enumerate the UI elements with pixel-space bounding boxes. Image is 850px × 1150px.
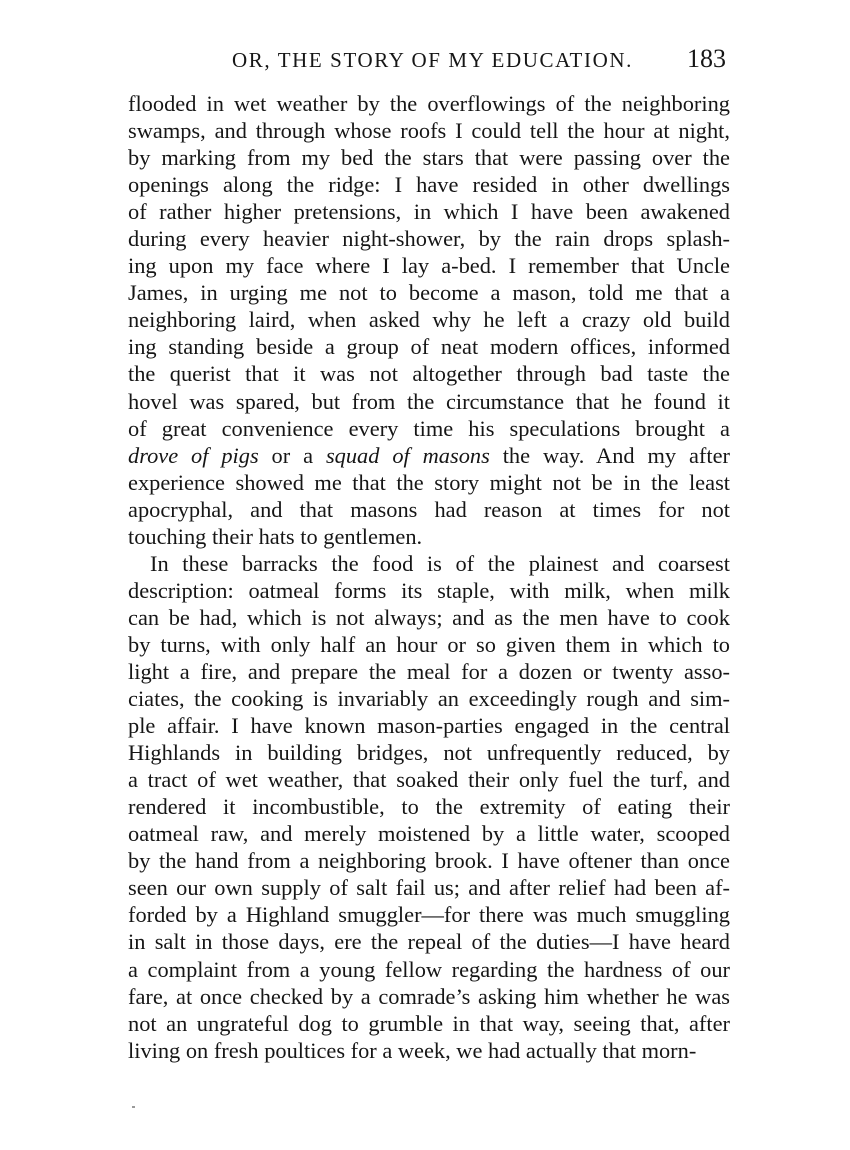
text-line	[128, 983, 730, 1010]
text-line	[128, 604, 730, 631]
text-segment: ciates, the cooking is invariably an exceedingly rough and sim-	[128, 686, 730, 712]
text-segment: swamps, and through whose roofs I could tell the hour at night,	[128, 118, 730, 144]
text-line	[128, 469, 730, 496]
text-line	[128, 956, 730, 983]
book-page	[128, 40, 730, 1064]
body-text	[128, 90, 730, 1064]
text-segment: neighboring laird, when asked why he left a crazy old build	[128, 307, 730, 333]
running-title: OR, THE STORY OF MY EDUCATION.	[232, 48, 633, 72]
text-segment: a tract of wet weather, that soaked their only fuel the turf, and	[128, 767, 730, 793]
text-line	[128, 928, 730, 955]
text-line	[128, 252, 730, 279]
text-segment: the querist that it was not altogether through bad taste the	[128, 361, 730, 387]
running-head	[128, 40, 730, 84]
text-segment: experience showed me that the story might not be in the least	[128, 469, 730, 495]
text-segment: of rather higher pretensions, in which I have been awakened	[128, 199, 730, 225]
text-segment: rendered it incombustible, to the extremity of eating their	[128, 794, 730, 820]
text-line	[128, 306, 730, 333]
print-speck	[132, 1106, 135, 1108]
text-segment: during every heavier night-shower, by the rain drops splash-	[128, 226, 730, 252]
text-line	[128, 658, 730, 685]
text-segment: a complaint from a young fellow regarding the hardness of our	[128, 956, 730, 982]
paragraph	[128, 550, 730, 1064]
text-segment: by the hand from a neighboring brook. I have oftener than once	[128, 848, 730, 874]
text-segment: James, in urging me not to become a mason, told me that a	[128, 280, 730, 306]
text-line	[128, 333, 730, 360]
text-line	[128, 90, 730, 117]
text-segment: openings along the ridge: I have resided in other dwellings	[128, 172, 730, 198]
text-segment: seen our own supply of salt fail us; and after relief had been af-	[128, 875, 730, 901]
text-line	[128, 901, 730, 928]
text-line	[128, 631, 730, 658]
text-segment: fare, at once checked by a comrade’s asking him whether he was	[128, 983, 730, 1009]
text-line	[128, 874, 730, 901]
text-segment: not an ungrateful dog to grumble in that way, seeing that, after	[128, 1010, 730, 1036]
text-segment: living on fresh poultices for a week, we had actually that morn-	[128, 1037, 697, 1063]
text-segment: description: oatmeal forms its staple, with milk, when milk	[128, 577, 730, 603]
text-segment: or a	[258, 442, 326, 468]
page-number: 183	[687, 44, 726, 73]
italic-text: squad of masons	[325, 442, 490, 468]
text-segment: flooded in wet weather by the overflowings of the neighboring	[128, 91, 730, 116]
text-segment: by marking from my bed the stars that were passing over the	[128, 145, 730, 171]
text-segment: Highlands in building bridges, not unfrequently reduced, by	[128, 740, 730, 766]
text-line	[128, 793, 730, 820]
text-line	[128, 1037, 730, 1064]
text-line	[128, 171, 730, 198]
text-segment: of great convenience every time his speculations brought a	[128, 415, 730, 441]
text-line	[128, 577, 730, 604]
text-segment: oatmeal raw, and merely moistened by a little water, scooped	[128, 821, 730, 847]
text-line	[128, 766, 730, 793]
text-line	[128, 415, 730, 442]
text-segment: hovel was spared, but from the circumstance that he found it	[128, 388, 730, 414]
text-segment: by turns, with only half an hour or so given them in which to	[128, 631, 730, 657]
text-line	[128, 523, 730, 550]
text-line	[128, 144, 730, 171]
text-line	[128, 388, 730, 415]
text-line	[128, 225, 730, 252]
text-segment: in salt in those days, ere the repeal of the duties—I have heard	[128, 929, 730, 955]
text-segment: the way. And my after	[489, 442, 730, 468]
text-segment: touching their hats to gentlemen.	[128, 523, 423, 549]
text-line	[128, 712, 730, 739]
text-line	[128, 820, 730, 847]
text-line	[128, 847, 730, 874]
text-segment: can be had, which is not always; and as the men have to cook	[128, 604, 730, 630]
text-line	[128, 739, 730, 766]
text-line	[128, 117, 730, 144]
text-line	[128, 496, 730, 523]
text-line	[128, 685, 730, 712]
text-segment: forded by a Highland smuggler—for there was much smuggling	[128, 902, 730, 928]
text-line	[128, 198, 730, 225]
text-line	[128, 279, 730, 306]
text-line	[128, 550, 730, 577]
text-line	[128, 1010, 730, 1037]
text-line	[128, 442, 730, 469]
paragraph	[128, 90, 730, 550]
text-segment: light a fire, and prepare the meal for a dozen or twenty asso-	[128, 658, 730, 684]
text-segment: ing standing beside a group of neat modern offices, informed	[128, 334, 730, 360]
text-segment: apocryphal, and that masons had reason at times for not	[128, 496, 730, 522]
text-segment: ple affair. I have known mason-parties engaged in the central	[128, 713, 730, 739]
text-segment: In these barracks the food is of the plainest and coarsest	[150, 550, 730, 576]
text-line	[128, 360, 730, 387]
italic-text: drove of pigs	[128, 442, 259, 468]
text-segment: ing upon my face where I lay a-bed. I remember that Uncle	[128, 253, 730, 279]
